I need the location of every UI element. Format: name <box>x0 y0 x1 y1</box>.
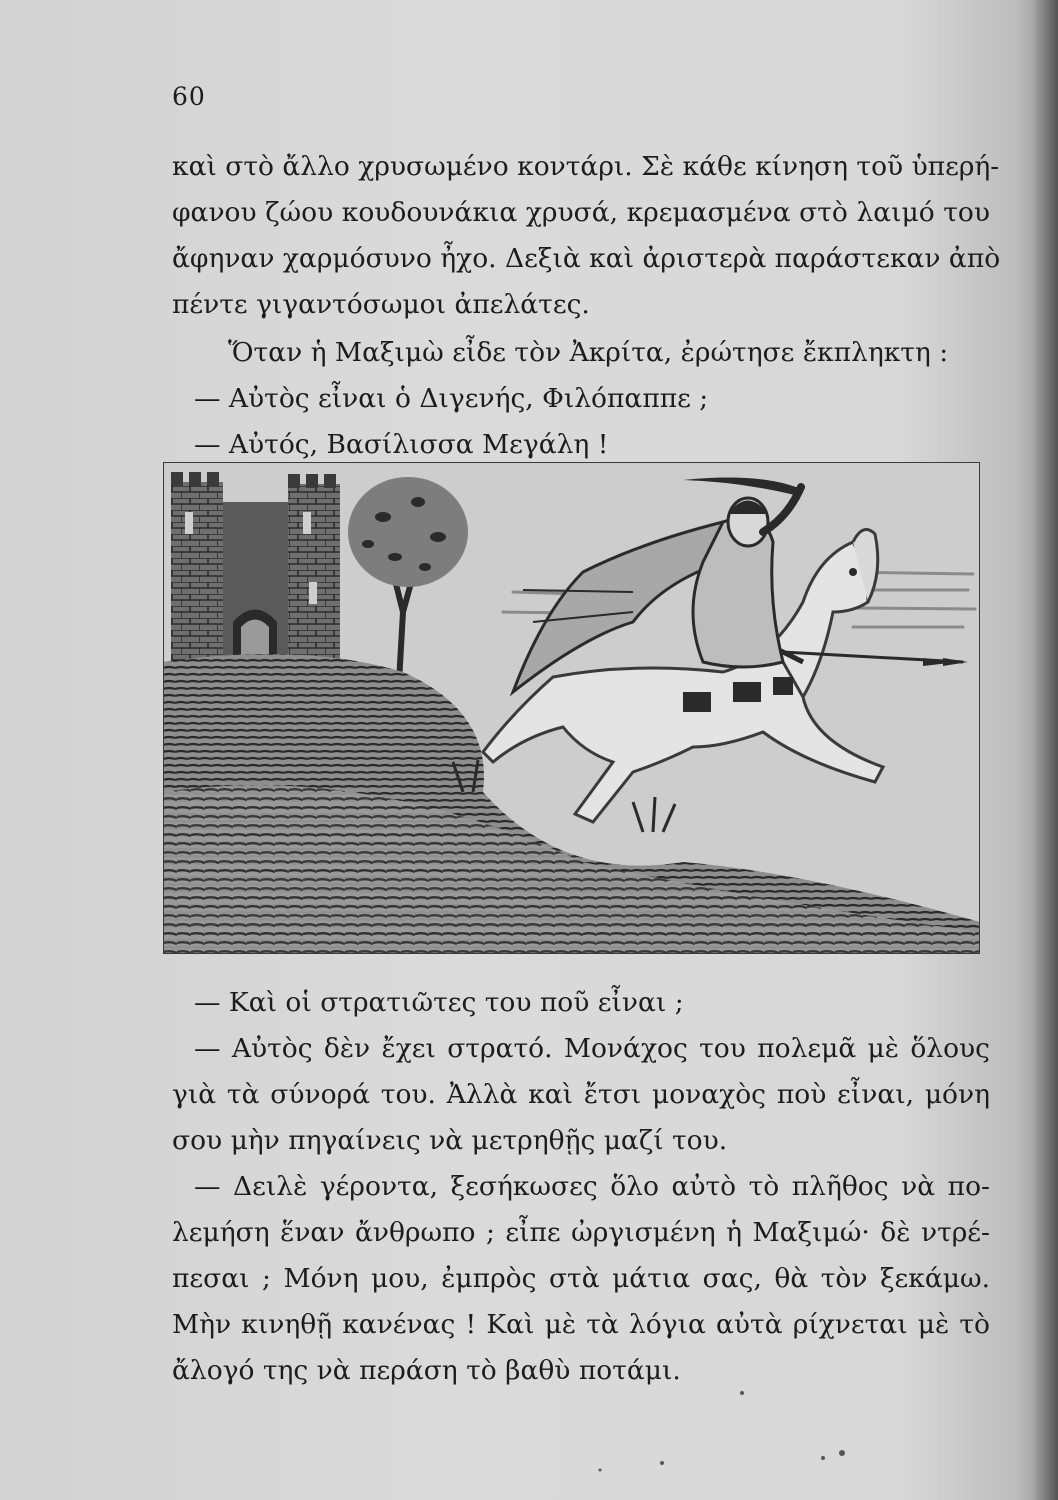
dialogue-line: — Αὐτός, Βασίλισσα Μεγάλη ! <box>194 429 609 460</box>
page-edge-shadow <box>1032 0 1058 1500</box>
horseman-illustration-svg <box>163 462 980 954</box>
text-line: γιὰ τὰ σύνορά του. Ἀλλὰ καὶ ἔτσι μοναχὸς ποὺ εἶναι, μόνη <box>172 1079 990 1110</box>
dialogue-line: — Αὐτὸς εἶναι ὁ Διγενής, Φιλόπαππε ; <box>194 383 709 414</box>
text-line: ἄφηναν χαρμόσυνο ἦχο. Δεξιὰ καὶ ἀριστερὰ παράστεκαν ἀπὸ <box>172 243 1001 274</box>
page-number: 60 <box>172 82 206 111</box>
paragraph-1 <box>172 144 1001 328</box>
dialogue-line: — Δειλὲ γέροντα, ξεσήκωσες ὅλο αὐτὸ τὸ πλῆθος νὰ πο- <box>194 1171 990 1202</box>
paragraph-3 <box>172 980 990 1394</box>
text-line: φανου ζώου κουδουνάκια χρυσά, κρεμασμένα στὸ λαιμό του <box>172 197 990 228</box>
text-line: πέντε γιγαντόσωμοι ἀπελάτες. <box>172 289 590 320</box>
text-line: σου μὴν πηγαίνεις νὰ μετρηθῇς μαζί του. <box>172 1125 728 1156</box>
text-line: ἄλογό της νὰ περάση τὸ βαθὺ ποτάμι. <box>172 1355 681 1386</box>
text-line: λεμήση ἕναν ἄνθρωπο ; εἶπε ὠργισμένη ἡ Μαξιμώ· δὲ ντρέ- <box>172 1217 990 1248</box>
text-line: Ὅταν ἡ Μαξιμὼ εἶδε τὸν Ἀκρίτα, ἐρώτησε ἔκπληκτη : <box>228 337 949 368</box>
text-line: καὶ στὸ ἄλλο χρυσωμένο κοντάρι. Σὲ κάθε κίνηση τοῦ ὑπερή- <box>172 151 1000 182</box>
dialogue-line: — Αὐτὸς δὲν ἔχει στρατό. Μονάχος του πολεμᾶ μὲ ὅλους <box>194 1033 990 1064</box>
paragraph-2 <box>172 330 990 468</box>
text-line: Μὴν κινηθῇ κανένας ! Καὶ μὲ τὰ λόγια αὐτὰ ρίχνεται μὲ τὸ <box>172 1309 990 1340</box>
woodcut-illustration <box>163 462 980 954</box>
text-line: πεσαι ; Μόνη μου, ἐμπρὸς στὰ μάτια σας, θὰ τὸν ξεκάμω. <box>172 1263 990 1294</box>
dialogue-line: — Καὶ οἱ στρατιῶτες του ποῦ εἶναι ; <box>194 987 684 1018</box>
